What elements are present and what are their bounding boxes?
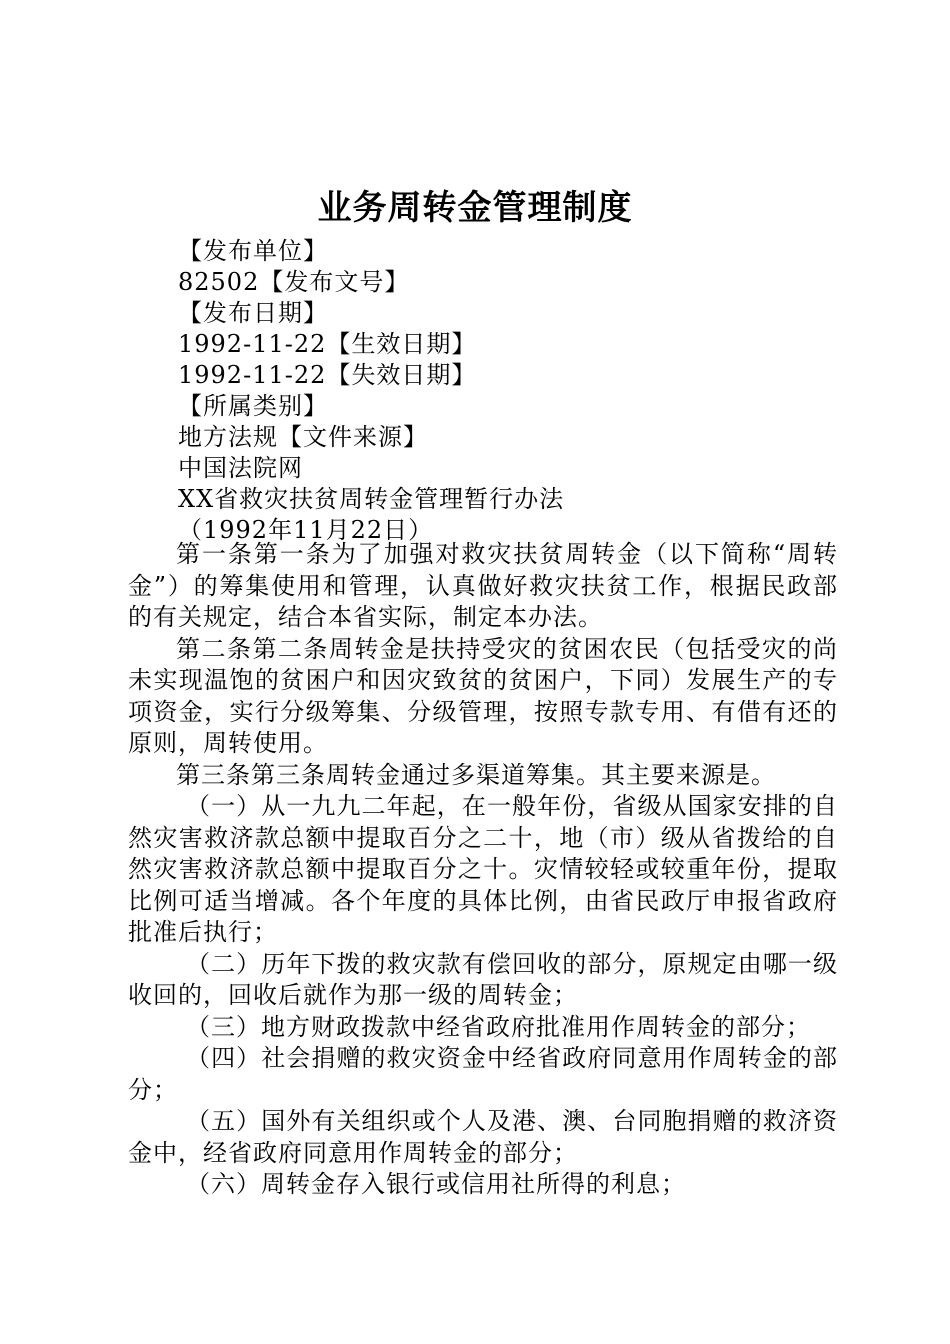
meta-issue-date: 【发布日期】 [178,299,328,327]
document-body [128,539,838,1201]
meta-effective-date: 1992-11-22【生效日期】 [178,330,477,358]
meta-issuer: 【发布单位】 [178,237,328,265]
article-1: 第一条第一条为了加强对救灾扶贫周转金（以下简称“周转金”）的筹集使用和管理，认真做好救灾扶贫工作，根据民政部的有关规定，结合本省实际，制定本办法。 [128,540,838,631]
article-3-item-4: （四）社会捐赠的救灾资金中经省政府同意用作周转金的部分； [128,1044,838,1104]
regulation-name: XX省救灾扶贫周转金管理暂行办法 [178,485,565,513]
meta-doc-number: 82502【发布文号】 [178,268,410,296]
document-meta-list [178,236,858,546]
meta-source: 地方法规【文件来源】 [178,423,428,451]
article-3-item-6: （六）周转金存入银行或信用社所得的利息； [186,1170,686,1198]
meta-source-name: 中国法院网 [178,454,303,482]
regulation-date: （1992年11月22日） [178,516,434,544]
article-3-item-3: （三）地方财政拨款中经省政府批准用作周转金的部分； [186,1012,811,1041]
article-3-item-2: （二）历年下拨的救灾款有偿回收的部分，原规定由哪一级收回的，回收后就作为那一级的周转金； [128,949,838,1009]
document-title: 业务周转金管理制度 [317,188,633,228]
article-2: 第二条第二条周转金是扶持受灾的贫困农民（包括受灾的尚未实现温饱的贫困户和因灾致贫的贫困户，下同）发展生产的专项资金，实行分级筹集、分级管理，按照专款专用、有借有还的原则，周转使用。 [128,634,838,757]
article-3: 第三条第三条周转金通过多渠道筹集。其主要来源是。 [176,760,776,789]
article-3-item-5: （五）国外有关组织或个人及港、澳、台同胞捐赠的救济资金中，经省政府同意用作周转金的部分； [128,1107,838,1167]
article-3-item-1: （一）从一九九二年起，在一般年份，省级从国家安排的自然灾害救济款总额中提取百分之二十，地（市）级从省拨给的自然灾害救济款总额中提取百分之十。灾情较轻或较重年份，提取比例可适当增减。各个年度的具体比例，由省民政厅申报省政府批准后执行； [128,792,838,946]
meta-expiry-date: 1992-11-22【失效日期】 [178,361,477,389]
meta-category: 【所属类别】 [178,392,328,420]
